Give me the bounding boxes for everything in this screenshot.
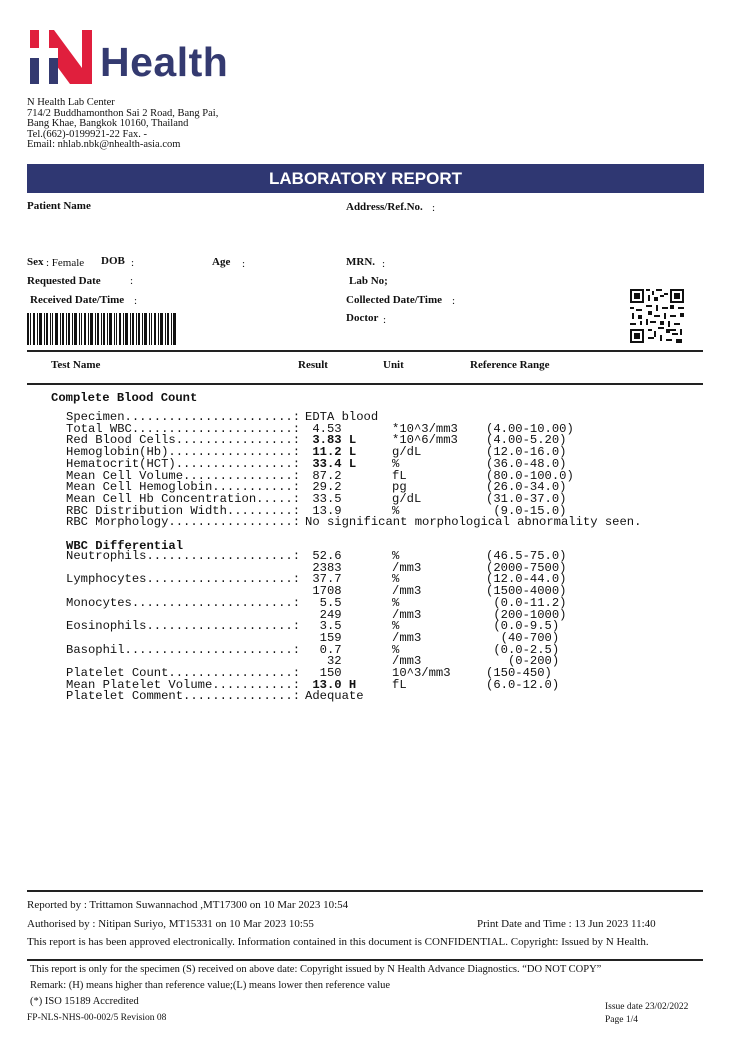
received-date-label: Received Date/Time [30, 294, 125, 306]
result-cell: No significant morphological abnormality seen. [305, 515, 642, 530]
result-cell: 4.53 [305, 421, 342, 436]
unit-cell: % [392, 456, 400, 471]
address-line: 714/2 Buddhamonthon Sai 2 Road, Bang Pai, [27, 107, 219, 119]
dob-label: DOB [101, 255, 125, 267]
unit-cell: % [392, 595, 400, 610]
age-sep: : [242, 258, 246, 270]
unit-cell: % [392, 642, 400, 657]
result-cell: 150 [305, 666, 342, 680]
reference-cell: (12.0-16.0) [486, 445, 567, 460]
test-name-cell: Eosinophils....................: [66, 619, 301, 634]
reference-cell: (200-1000) [486, 607, 567, 622]
unit-cell: *10^6/mm3 [392, 433, 458, 448]
column-result: Result [298, 359, 328, 371]
result-cell: 37.7 [305, 572, 342, 587]
result-cell: 33.5 [305, 491, 342, 506]
unit-cell: fL [392, 468, 407, 483]
mrn-label: MRN. [346, 256, 376, 268]
test-name-cell: RBC Distribution Width.........: [66, 503, 301, 518]
iso-accredited: (*) ISO 15189 Accredited [30, 996, 139, 1007]
table-header-rule [27, 383, 703, 385]
qr-code-icon [630, 289, 684, 343]
reference-cell: (1500-4000) [486, 584, 567, 599]
reference-cell: (31.0-37.0) [486, 491, 567, 506]
result-cell: 1708 [305, 584, 342, 599]
reference-cell: (4.00-10.00) [486, 421, 574, 436]
section-title-cbc: Complete Blood Count [51, 391, 198, 405]
footer-top-rule [27, 890, 703, 892]
age-label: Age [212, 256, 231, 268]
page-number: Page 1/4 [605, 1015, 638, 1025]
sex-value: : Female [46, 257, 85, 269]
n-health-logo-mark-icon [30, 30, 92, 84]
result-cell: Adequate [305, 689, 364, 704]
unit-cell: pg [392, 480, 407, 495]
mrn-sep: : [382, 258, 386, 270]
reference-cell: (2000-7500) [486, 560, 567, 575]
test-name-cell: Mean Cell Hb Concentration.....: [66, 491, 301, 506]
reported-by: Reported by : Trittamon Suwannachod ,MT17300 on 10 Mar 2023 10:54 [27, 899, 349, 911]
result-cell: 11.2 L [305, 445, 357, 460]
unit-cell: /mm3 [392, 654, 422, 669]
unit-cell: % [392, 503, 400, 518]
unit-cell: /mm3 [392, 607, 422, 622]
result-cell: 0.7 [305, 642, 342, 657]
unit-cell: 10^3/mm3 [392, 666, 451, 680]
requested-date-label: Requested Date [27, 275, 101, 287]
test-name-cell: Mean Cell Hemoglobin...........: [66, 480, 301, 495]
result-cell: 3.5 [305, 619, 342, 634]
result-cell: EDTA blood [305, 410, 379, 424]
doctor-sep: : [383, 314, 387, 326]
n-health-logo [30, 30, 240, 84]
reference-cell: (0.0-9.5) [486, 619, 560, 634]
specimen-note: This report is only for the specimen (S) received on above date: Copyright issued by N Health Advance Diagnostics. “DO NOT COPY” [30, 964, 602, 975]
test-name-cell: Specimen.......................: [66, 410, 301, 424]
doctor-label: Doctor [346, 312, 379, 324]
barcode-icon [27, 313, 177, 345]
test-name-cell: Hematocrit(HCT)................: [66, 456, 301, 471]
column-unit: Unit [383, 359, 404, 371]
unit-cell: g/dL [392, 491, 422, 506]
reference-cell: (4.00-5.20) [486, 433, 567, 448]
section-title-wbc: WBC Differential [66, 539, 184, 553]
lab-address [27, 98, 218, 151]
collected-date-label: Collected Date/Time [346, 294, 443, 306]
address-line: Bang Khae, Bangkok 10160, Thailand [27, 118, 189, 129]
result-cell: 159 [305, 630, 342, 645]
test-name-cell: Mean Cell Volume...............: [66, 468, 301, 483]
result-cell: 13.0 H [305, 677, 357, 692]
test-name-cell: Hemoglobin(Hb).................: [66, 445, 301, 460]
result-cell: 32 [305, 654, 342, 669]
report-title-banner: LABORATORY REPORT [27, 164, 704, 193]
authorised-by: Authorised by : Nitipan Suriyo, MT15331 on 10 Mar 2023 10:55 [27, 918, 314, 930]
result-cell: 87.2 [305, 468, 342, 483]
lab-no-label: Lab No; [349, 275, 388, 287]
result-cell: 3.83 L [305, 433, 357, 448]
result-cell: 249 [305, 607, 342, 622]
collected-date-sep: : [452, 295, 456, 307]
unit-cell: /mm3 [392, 630, 422, 645]
test-name-cell: RBC Morphology.................: [66, 515, 301, 530]
unit-cell: fL [392, 677, 407, 692]
test-name-cell: Platelet Count.................: [66, 666, 301, 680]
address-line: Email: nhlab.nbk@nhealth-asia.com [27, 139, 181, 150]
test-name-cell: Lymphocytes....................: [66, 572, 301, 587]
patient-name-label: Patient Name [27, 200, 91, 212]
address-line: Tel.(662)-0199921-22 Fax. - [27, 128, 147, 140]
sex-label: Sex [27, 256, 44, 268]
reference-cell: (36.0-48.0) [486, 456, 567, 471]
reference-cell: (6.0-12.0) [486, 677, 560, 692]
footer-mid-rule [27, 959, 703, 961]
result-cell: 13.9 [305, 503, 342, 518]
reference-cell: (9.0-15.0) [486, 503, 567, 518]
approved-note: This report is has been approved electronically. Information contained in this document is CONFIDENTIAL. Copyright: Issued by N Health. [27, 936, 649, 948]
remark-note: Remark: (H) means higher than reference value;(L) means lower then reference value [30, 980, 391, 991]
unit-cell: /mm3 [392, 560, 422, 575]
address-sep: : [432, 202, 436, 214]
test-name-cell: Red Blood Cells................: [66, 433, 301, 448]
address-line: N Health Lab Center [27, 97, 115, 108]
column-reference-range: Reference Range [470, 359, 550, 371]
result-cell: 33.4 L [305, 456, 357, 471]
test-name-cell: Platelet Comment...............: [66, 689, 301, 704]
issue-date: Issue date 23/02/2022 [605, 1002, 689, 1012]
reference-cell: (12.0-44.0) [486, 572, 567, 587]
reference-cell: (40-700) [486, 630, 560, 645]
unit-cell: g/dL [392, 445, 422, 460]
reference-cell: (0.0-11.2) [486, 595, 567, 610]
form-code: FP-NLS-NHS-00-002/5 Revision 08 [27, 1013, 167, 1023]
print-date: Print Date and Time : 13 Jun 2023 11:40 [477, 918, 656, 930]
column-test-name: Test Name [51, 359, 101, 371]
unit-cell: *10^3/mm3 [392, 421, 458, 436]
test-name-cell: Total WBC......................: [66, 421, 301, 436]
reference-cell: (0-200) [486, 654, 560, 669]
reference-cell: (46.5-75.0) [486, 549, 567, 563]
test-name-cell: Neutrophils....................: [66, 549, 301, 563]
received-date-sep: : [134, 295, 138, 307]
dob-sep: : [131, 257, 135, 269]
requested-date-sep: : [130, 275, 134, 287]
unit-cell: % [392, 619, 400, 634]
table-top-rule [27, 350, 703, 352]
reference-cell: (26.0-34.0) [486, 480, 567, 495]
reference-cell: (150-450) [486, 666, 552, 680]
brand-name: Health [100, 39, 229, 85]
test-name-cell: Basophil.......................: [66, 642, 301, 657]
unit-cell: % [392, 549, 400, 563]
result-cell: 5.5 [305, 595, 342, 610]
result-cell: 2383 [305, 560, 342, 575]
unit-cell: % [392, 572, 400, 587]
address-label: Address/Ref.No. [346, 201, 423, 213]
unit-cell: /mm3 [392, 584, 422, 599]
result-cell: 52.6 [305, 549, 342, 563]
reference-cell: (0.0-2.5) [486, 642, 560, 657]
test-name-cell: Monocytes......................: [66, 595, 301, 610]
reference-cell: (80.0-100.0) [486, 468, 574, 483]
result-cell: 29.2 [305, 480, 342, 495]
test-name-cell: Mean Platelet Volume...........: [66, 677, 301, 692]
